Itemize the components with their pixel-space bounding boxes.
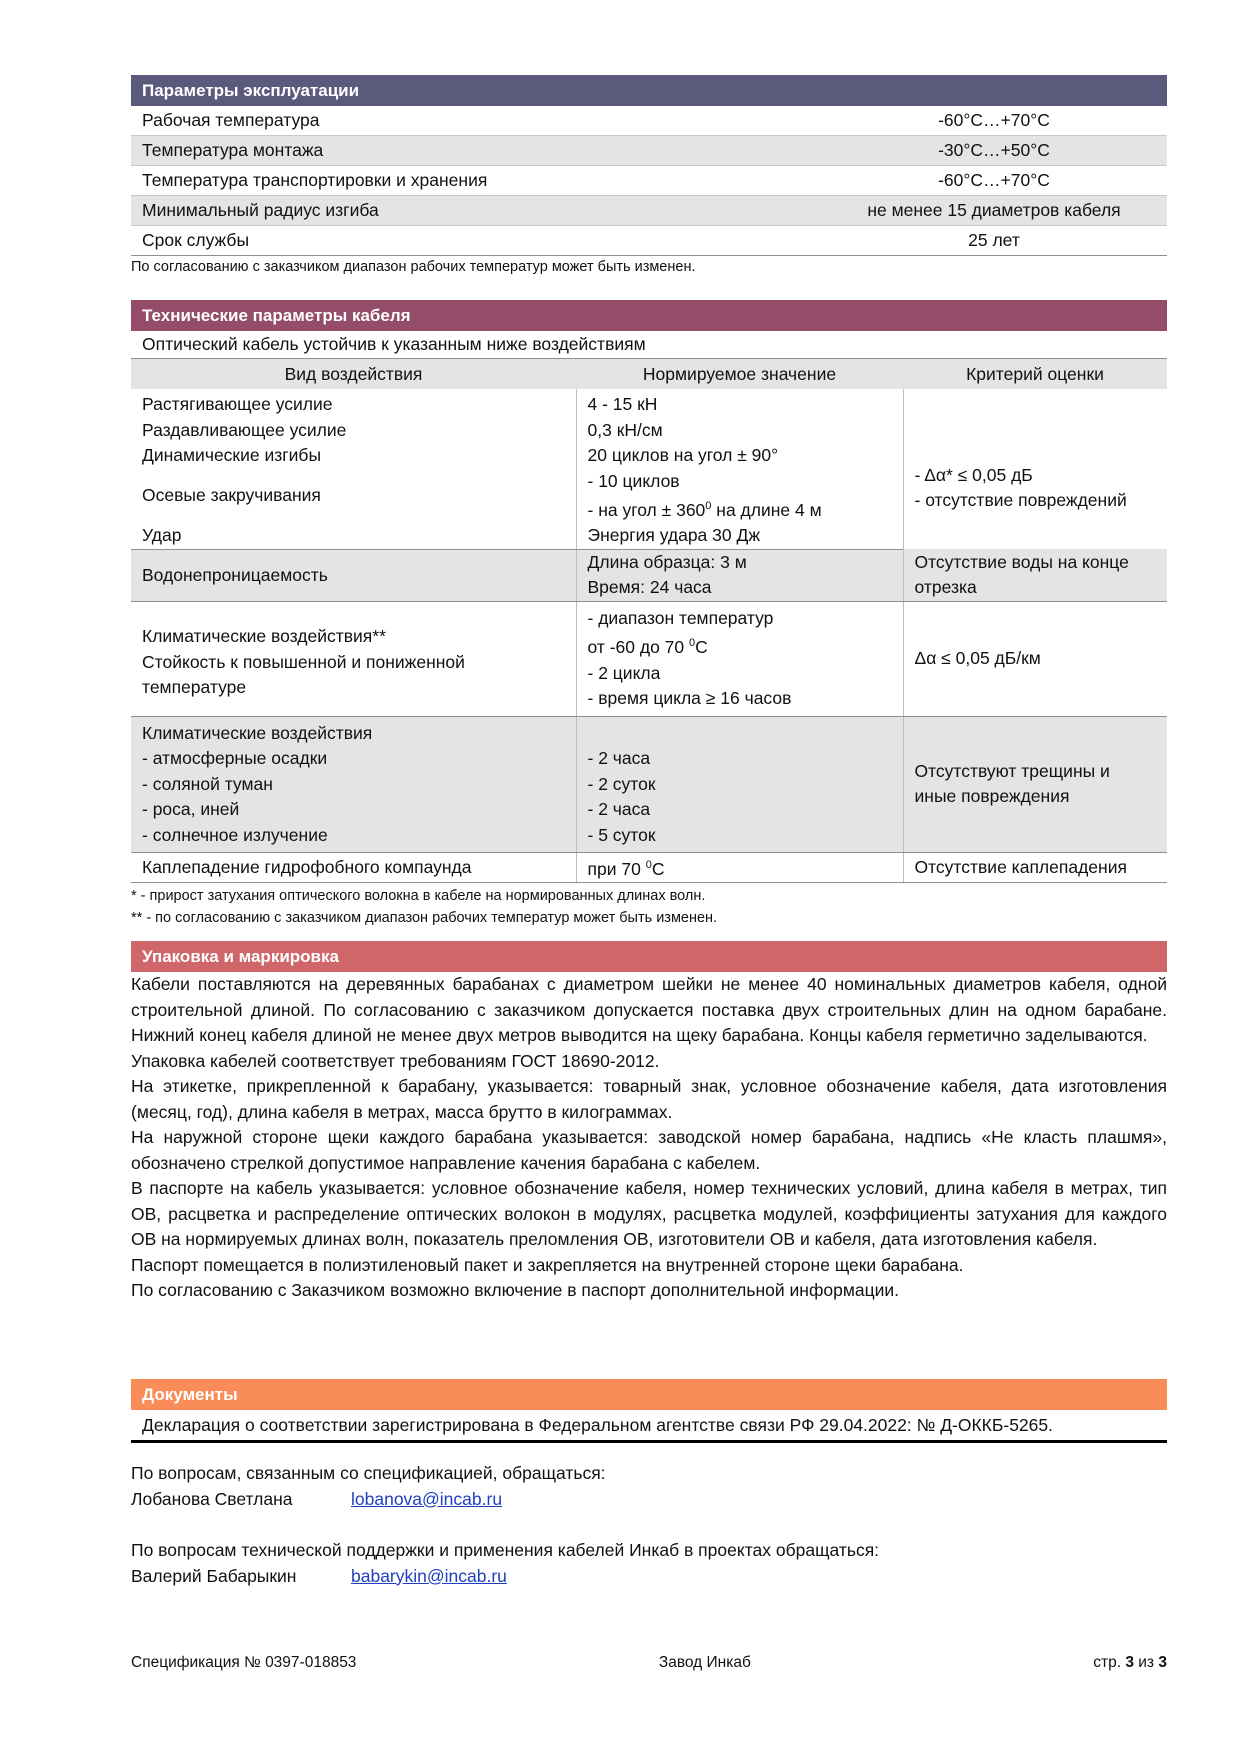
impact-value (576, 549, 903, 601)
page-total: 3 (1158, 1654, 1167, 1671)
operation-value: -60°С…+70°С (938, 110, 1050, 130)
impact-value: 20 циклов на угол ± 90° (576, 443, 903, 469)
paragraph: По согласованию с Заказчиком возможно включение в паспорт дополнительной информации. (131, 1280, 900, 1300)
value-line: - 10 циклов (587, 470, 680, 491)
criterion-line: иные повреждения (914, 786, 1070, 807)
tech-section (131, 300, 1167, 929)
contact-line (131, 1487, 1167, 1513)
paragraph: На наружной стороне щеки каждого барабана указывается: заводской номер барабана, надпись «Не класть плашмя», обозначено стрелкой допустимое направление качения барабана с кабелем. (131, 1127, 1167, 1173)
operation-row (131, 106, 1167, 136)
contact-intro: По вопросам, связанным со спецификацией, обращаться: (131, 1463, 606, 1483)
page-footer (131, 1654, 1167, 1672)
impact-value: 4 - 15 кН (576, 389, 903, 418)
contact-line (131, 1564, 1167, 1590)
value-line (588, 494, 892, 523)
operation-row (131, 136, 1167, 166)
value-text: С (695, 637, 708, 658)
operation-value: 25 лет (968, 230, 1020, 250)
page-current: 3 (1125, 1654, 1134, 1671)
criterion-line: отрезка (914, 577, 977, 598)
documents-text: Декларация о соответствии зарегистрирована в Федеральном агентстве связи РФ 29.04.2022: № Д-ОККБ-5265. (131, 1410, 1167, 1443)
name-line: - солнечное излучение (142, 824, 328, 845)
name-line: - соляной туман (142, 773, 273, 794)
impact-value: Энергия удара 30 Дж (576, 523, 903, 549)
value-spacer (588, 721, 892, 747)
operation-row (131, 166, 1167, 196)
email-link[interactable]: lobanova@incab.ru (351, 1488, 503, 1509)
operation-row (131, 196, 1167, 226)
packaging-text (131, 972, 1167, 1304)
value-text: от -60 до 70 (587, 637, 690, 658)
impact-name: Каплепадение гидрофобного компаунда (131, 853, 576, 883)
operation-value: -30°С…+50°С (938, 140, 1050, 160)
tech-table (131, 359, 1167, 883)
impact-name: Раздавливающее усилие (142, 419, 347, 440)
impact-name: Водонепроницаемость (131, 549, 576, 601)
paragraph: Кабели поставляются на деревянных барабанах с диаметром шейки не менее 40 номинальных диаметров кабеля, одной строительной длиной. По согласованию с заказчиком допускается поставка двух строительных длин на одном барабане. Нижний конец кабеля длиной не менее двух метров выводится на щеку барабана. Концы кабеля герметично заделываются. (131, 974, 1167, 1045)
name-line: Климатические воздействия (142, 722, 373, 743)
page-prefix: стр. (1093, 1654, 1126, 1671)
column-header: Вид воздействия (131, 359, 576, 389)
page-number (1093, 1654, 1167, 1672)
spec-contact (131, 1461, 1167, 1512)
name-line: Стойкость к повышенной и пониженной (142, 651, 465, 672)
operation-header: Параметры эксплуатации (131, 75, 1167, 106)
impact-value (576, 469, 903, 524)
contact-intro: По вопросам технической поддержки и применения кабелей Инкаб в проектах обращаться: (131, 1540, 880, 1560)
footnote: * - прирост затухания оптического волокна в кабеле на нормированных длинах волн. (131, 888, 706, 905)
support-contact (131, 1538, 1167, 1589)
page-mid: из (1133, 1654, 1159, 1671)
impact-criterion (903, 716, 1167, 853)
packaging-section (131, 941, 1167, 1304)
contact-name: Валерий Бабарыкин (131, 1565, 297, 1586)
footnote: ** - по согласованию с заказчиком диапазон рабочих температур может быть изменен. (131, 910, 718, 927)
value-line: - 2 часа (587, 799, 651, 820)
value-line: - диапазон температур (587, 607, 774, 628)
operation-label: Температура монтажа (142, 140, 324, 160)
impact-name (131, 601, 576, 716)
value-text: на длине 4 м (711, 499, 822, 520)
value-text: при 70 (587, 858, 646, 879)
criterion-line: Отсутствие воды на конце (914, 551, 1129, 572)
value-text: С (651, 858, 665, 879)
company-name: Завод Инкаб (658, 1654, 751, 1671)
impact-name: Динамические изгибы (142, 445, 322, 465)
paragraph: Паспорт помещается в полиэтиленовый пакет и закрепляется на внутренней стороне щеки барабана. (131, 1254, 964, 1275)
impact-name (131, 716, 576, 853)
impact-value (576, 716, 903, 853)
criterion-line: - Δα* ≤ 0,05 дБ (914, 464, 1033, 485)
documents-section (131, 1379, 1167, 1443)
value-line: - 2 цикла (587, 662, 661, 683)
column-header: Нормируемое значение (576, 359, 903, 389)
value-sup: 0 (705, 500, 712, 512)
impact-name: Растягивающее усилие (142, 394, 333, 414)
operation-note: По согласованию с заказчиком диапазон рабочих температур может быть изменен. (131, 259, 696, 275)
value-line: - время цикла ≥ 16 часов (587, 688, 792, 709)
impact-criterion (903, 549, 1167, 601)
spec-number: Спецификация № 0397-018853 (131, 1654, 357, 1671)
impact-criterion: Δα ≤ 0,05 дБ/км (903, 601, 1167, 716)
impact-criterion: Отсутствие каплепадения (903, 853, 1167, 883)
value-sup: 0 (689, 637, 696, 650)
paragraph: Упаковка кабелей соответствует требованиям ГОСТ 18690-2012. (131, 1050, 660, 1071)
tech-intro: Оптический кабель устойчив к указанным ниже воздействиям (131, 331, 1167, 359)
paragraph: На этикетке, прикрепленной к барабану, указывается: товарный знак, условное обозначение кабеля, дата изготовления (месяц, год), длина кабеля в метрах, масса брутто в килограммах. (131, 1076, 1167, 1122)
operation-label: Срок службы (142, 230, 250, 250)
operation-label: Температура транспортировки и хранения (142, 170, 488, 190)
criterion-line: Отсутствуют трещины и (914, 760, 1110, 781)
email-link[interactable]: babarykin@incab.ru (351, 1565, 507, 1586)
value-line: - 5 суток (587, 824, 656, 845)
name-line: Климатические воздействия** (142, 626, 386, 647)
value-line: Длина образца: 3 м (587, 551, 747, 572)
operation-label: Рабочая температура (142, 110, 320, 130)
impact-criterion (903, 389, 1167, 549)
name-line: - атмосферные осадки (142, 748, 328, 769)
impact-name: Осевые закручивания (142, 485, 321, 506)
criterion-line: - отсутствие повреждений (914, 490, 1127, 511)
name-line: - роса, иней (142, 799, 240, 820)
impact-value (576, 853, 903, 883)
operation-row (131, 226, 1167, 256)
paragraph: В паспорте на кабель указывается: условное обозначение кабеля, номер технических условий, длина кабеля в метрах, тип ОВ, расцветка и распределение оптических волокон в модулях, расцветка модулей, коэффициенты затухания для каждого ОВ на нормируемых длинах волн, показатель преломления ОВ, изготовители ОВ и кабеля, дата изготовления кабеля. (131, 1178, 1167, 1249)
value-line: Время: 24 часа (587, 577, 712, 598)
operation-value: -60°С…+70°С (938, 170, 1050, 190)
documents-header: Документы (131, 1379, 1167, 1410)
contact-name: Лобанова Светлана (131, 1488, 293, 1509)
value-sup: 0 (645, 859, 652, 872)
impact-value (576, 601, 903, 716)
value-line: - 2 часа (587, 748, 651, 769)
value-text: - на угол ± 360 (587, 499, 706, 520)
impact-value: 0,3 кН/см (576, 418, 903, 444)
value-line (588, 631, 892, 660)
packaging-header: Упаковка и маркировка (131, 941, 1167, 972)
value-line: - 2 суток (587, 773, 656, 794)
name-line: температуре (142, 677, 247, 698)
operation-section (131, 75, 1167, 278)
impact-name: Удар (131, 523, 576, 549)
tech-header: Технические параметры кабеля (131, 300, 1167, 331)
operation-label: Минимальный радиус изгиба (142, 200, 379, 220)
column-header: Критерий оценки (903, 359, 1167, 389)
operation-value: не менее 15 диаметров кабеля (867, 200, 1121, 220)
